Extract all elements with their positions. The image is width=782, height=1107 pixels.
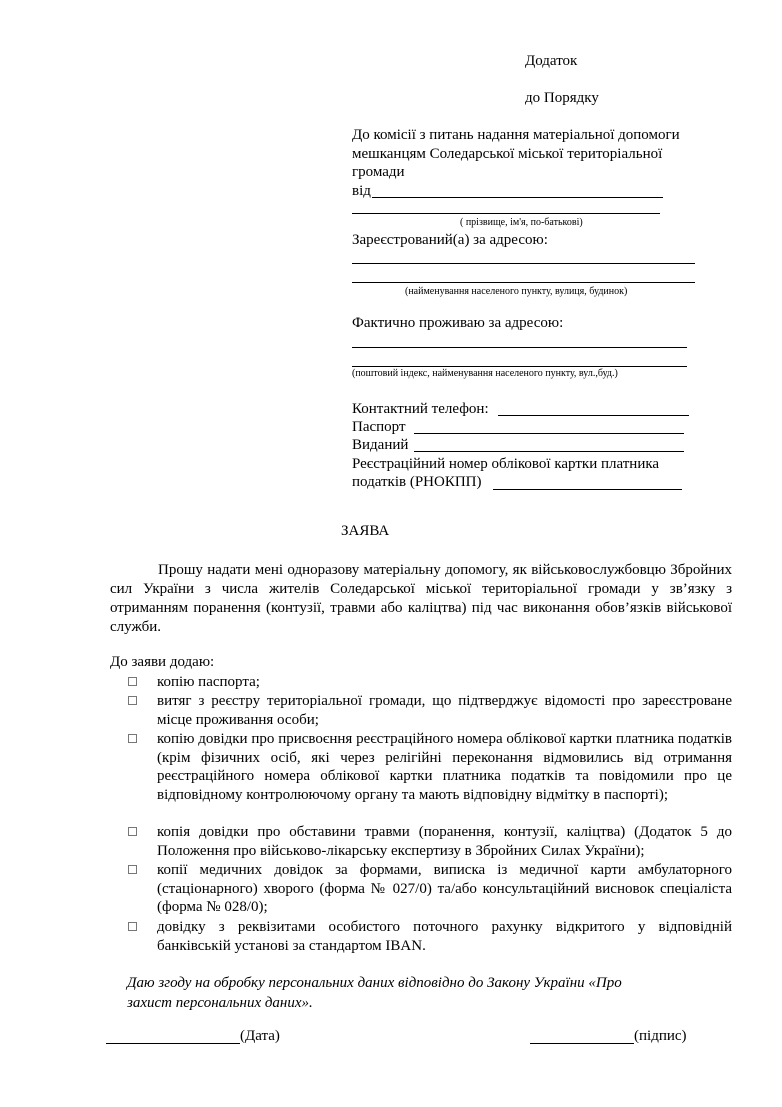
- date-label: (Дата): [240, 1028, 280, 1044]
- checkbox-icon[interactable]: [128, 922, 137, 931]
- addressee-line-2: мешканцям Соледарської міської територіальної: [352, 146, 663, 162]
- date-field[interactable]: [106, 1043, 240, 1044]
- attachment-text: копію довідки про присвоєння реєстраційного номера облікової картки платника податків (крім фізичних осіб, які через релігійні переконання відмовились від отримання реєстраційного номера облікової картки платника податків та повідомили про це відповідному контролюючому органу та мають відповідну відмітку в паспорті);: [157, 731, 732, 803]
- tax-number-label-1: Реєстраційний номер облікової картки платника: [352, 456, 660, 472]
- name-field-line-1[interactable]: [372, 197, 663, 198]
- issued-by-label: Виданий: [352, 437, 409, 453]
- phone-field[interactable]: [498, 415, 689, 416]
- addressee-line-1: До комісії з питань надання матеріальної допомоги: [352, 127, 680, 143]
- attachment-text: копію паспорта;: [157, 674, 260, 690]
- passport-field[interactable]: [414, 433, 684, 434]
- attachment-text: довідку з реквізитами особистого поточного рахунку відкритого у відповідній банківській установі за стандартом IBAN.: [157, 919, 732, 954]
- name-hint: ( прізвище, ім'я, по-батькові): [460, 217, 583, 228]
- registered-address-label: Зареєстрований(а) за адресою:: [352, 232, 548, 248]
- actual-address-line-1[interactable]: [352, 347, 687, 348]
- signature-label: (підпис): [634, 1028, 687, 1044]
- registered-address-line-2[interactable]: [352, 282, 695, 283]
- request-paragraph: Прошу надати мені одноразову матеріальну допомогу, як військовослужбовцю Збройних сил України з числа жителів Соледарської міської територіальної громади у зв’язку з отриманням поранення (контузії, травми або каліцтва) під час виконання обов’язків військової служби.: [110, 562, 732, 635]
- actual-address-line-2[interactable]: [352, 366, 687, 367]
- checkbox-icon[interactable]: [128, 827, 137, 836]
- signature-field[interactable]: [530, 1043, 634, 1044]
- order-reference: до Порядку: [525, 90, 599, 106]
- actual-address-label: Фактично проживаю за адресою:: [352, 315, 564, 331]
- registered-address-hint: (найменування населеного пункту, вулиця, будинок): [405, 286, 628, 297]
- addressee-line-3: громади: [352, 164, 405, 180]
- tax-number-label-2: податків (РНОКПП): [352, 474, 482, 490]
- appendix-label: Додаток: [525, 53, 578, 69]
- from-label: від: [352, 183, 371, 199]
- consent-text: Даю згоду на обробку персональних даних відповідно до Закону України «Про захист персональних даних».: [127, 975, 622, 1011]
- document-title: ЗАЯВА: [341, 523, 390, 539]
- attachment-text: копії медичних довідок за формами, виписка із медичної карти амбулаторного (стаціонарного) хворого (форма № 027/0) та/або консультаційний висновок спеціаліста (форма № 028/0);: [157, 862, 732, 915]
- actual-address-hint: (поштовий індекс, найменування населеного пункту, вул.,буд.): [352, 368, 618, 379]
- attachment-text: копія довідки про обставини травми (поранення, контузії, каліцтва) (Додаток 5 до Положення про військово-лікарську експертизу в Збройних Силах України);: [157, 824, 732, 859]
- phone-label: Контактний телефон:: [352, 401, 489, 417]
- passport-label: Паспорт: [352, 419, 406, 435]
- name-field-line-2[interactable]: [352, 213, 660, 214]
- checkbox-icon[interactable]: [128, 677, 137, 686]
- registered-address-line-1[interactable]: [352, 263, 695, 264]
- attachments-label: До заяви додаю:: [110, 654, 215, 670]
- issued-by-field[interactable]: [414, 451, 684, 452]
- checkbox-icon[interactable]: [128, 734, 137, 743]
- tax-number-field[interactable]: [493, 489, 682, 490]
- checkbox-icon[interactable]: [128, 865, 137, 874]
- checkbox-icon[interactable]: [128, 696, 137, 705]
- attachment-text: витяг з реєстру територіальної громади, що підтверджує відомості про зареєстроване місце проживання особи;: [157, 693, 732, 728]
